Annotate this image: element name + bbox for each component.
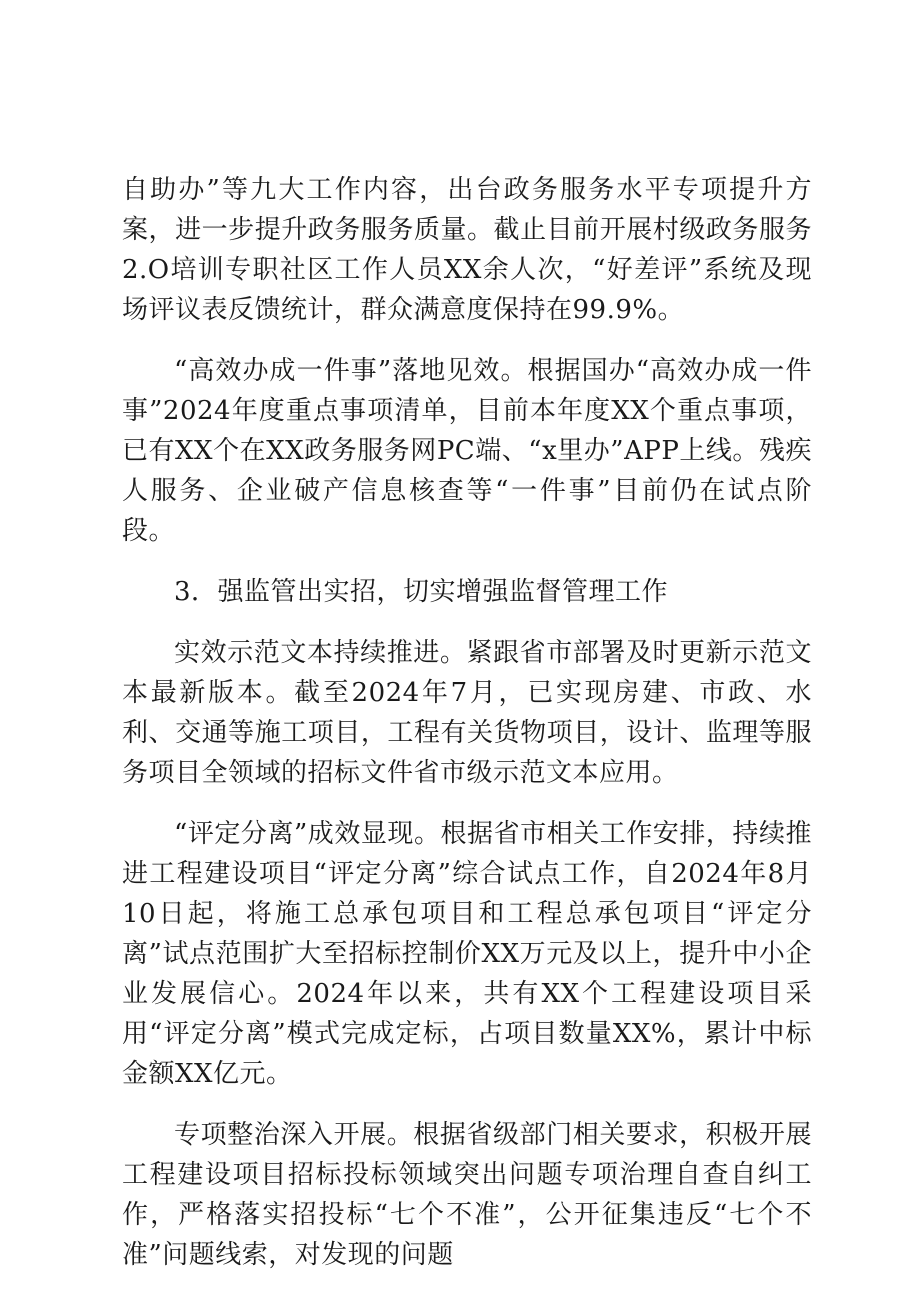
section-heading: 3．强监管出实招，切实增强监督管理工作	[174, 577, 669, 607]
paragraph-evaluation-separation: “评定分离”成效显现。根据省市相关工作安排，持续推进工程建设项目“评定分离”综合试点工作，自2024年8月10日起，将施工总承包项目和工程总承包项目“评定分离”试点范围扩大至招标控制价XX万元及以上，提升中小企业发展信心。2024年以来，共有XX个工程建设项目采用“评定分离”模式完成定标，占项目数量XX%，累计中标金额XX亿元。	[122, 819, 812, 1089]
paragraph-efficient-service: “高效办成一件事”落地见效。根据国办“高效办成一件事”2024年度重点事项清单，目前本年度XX个重点事项，已有XX个在XX政务服务网PC端、“x里办”APP上线。残疾人服务、企业破产信息核查等“一件事”目前仍在试点阶段。	[122, 356, 812, 546]
paragraph-model-text: 实效示范文本持续推进。紧跟省市部署及时更新示范文本最新版本。截至2024年7月，已实现房建、市政、水利、交通等施工项目，工程有关货物项目，设计、监理等服务项目全领域的招标文件省市级示范文本应用。	[122, 638, 812, 788]
document-body	[122, 170, 812, 1296]
paragraph-continuation: 自助办”等九大工作内容，出台政务服务水平专项提升方案，进一步提升政务服务质量。截止目前开展村级政务服务2.O培训专职社区工作人员XX余人次，“好差评”系统及现场评议表反馈统计，群众满意度保持在99.9%。	[122, 175, 812, 325]
paragraph-special-rectification: 专项整治深入开展。根据省级部门相关要求，积极开展工程建设项目招标投标领域突出问题专项治理自查自纠工作，严格落实招投标“七个不准”，公开征集违反“七个不准”问题线索，对发现的问题	[122, 1120, 812, 1270]
